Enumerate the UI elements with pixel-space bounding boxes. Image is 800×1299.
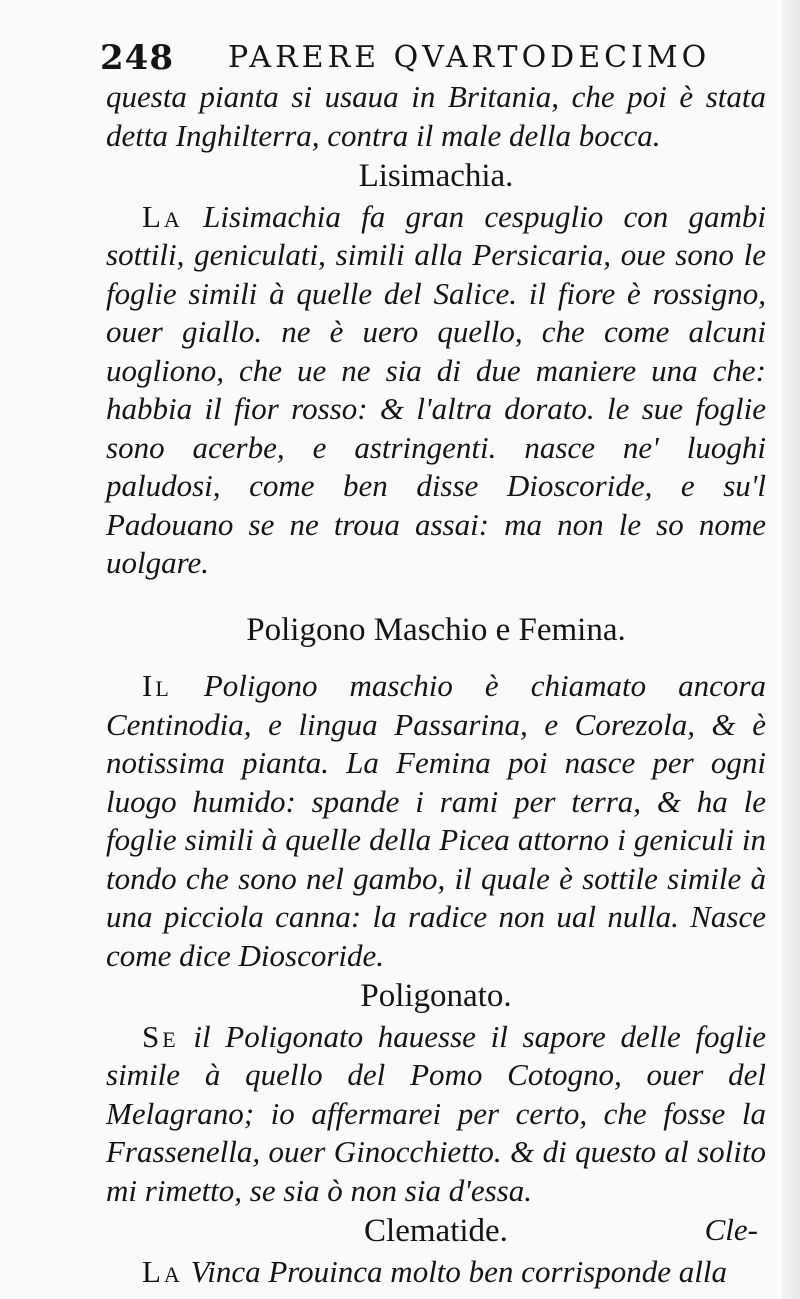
paragraph-poligono [106, 667, 766, 975]
paragraph-clematide [106, 1253, 766, 1292]
paragraph-poligonato [106, 1018, 766, 1211]
initial-word: Il [142, 668, 172, 703]
page-number: 248 [100, 38, 174, 78]
intro-paragraph: questa pianta si usaua in Britania, che poi è stata detta Inghilterra, contra il male della bocca. [106, 79, 766, 153]
initial-word: La [142, 1253, 183, 1289]
heading-lisimachia: Lisimachia. [358, 158, 514, 194]
paragraph-text: Poligono maschio è chiamato ancora Centinodia, e lingua Passarina, e Corezola, & è notissima pianta. La Femina poi nasce per ogni luogo humido: spande i rami per terra, & ha le foglie simili à quelle della Picea attorno i geniculi in tondo che sono nel gambo, il quale è sottile simile à una picciola canna: la radice non ual nulla. Nasce come dice Dioscoride. [106, 668, 766, 973]
paragraph-lisimachia [106, 198, 766, 583]
running-head: PARERE QVARTODECIMO [228, 40, 711, 75]
paragraph-text: Lisimachia fa gran cespuglio con gambi sottili, geniculati, simili alla Persicaria, oue sono le foglie simili à quelle del Salice. il fiore è rossigno, ouer giallo. ne è uero quello, che come alcuni uogliono, che ue ne sia di due maniere una che: habbia il fior rosso: & l'altra dorato. le sue foglie sono acerbe, e astringenti. nasce ne' luoghi paludosi, come ben disse Dioscoride, e su'l Padouano se ne troua assai: ma non le so nome uolgare. [106, 198, 766, 580]
paragraph-text: il Poligonato hauesse il sapore delle foglie simile à quello del Pomo Cotogno, ouer del Melagrano; io affermarei per certo, che fosse la Frassenella, ouer Ginocchietto. & di questo al solito mi rimetto, se sia ò non sia d'essa. [106, 1018, 767, 1208]
page-edge [782, 0, 800, 1299]
page-header [100, 38, 750, 78]
initial-word: Se [142, 1018, 179, 1054]
heading-poligono: Poligono Maschio e Femina. [246, 611, 626, 648]
page-body [106, 78, 766, 1291]
catchword: Cle- [704, 1212, 758, 1247]
paragraph-text: Vinca Prouinca molto ben corrisponde alla [190, 1253, 727, 1289]
heading-poligonato: Poligonato. [360, 978, 512, 1014]
initial-word: La [142, 198, 183, 234]
heading-clematide: Clematide. [364, 1213, 508, 1249]
